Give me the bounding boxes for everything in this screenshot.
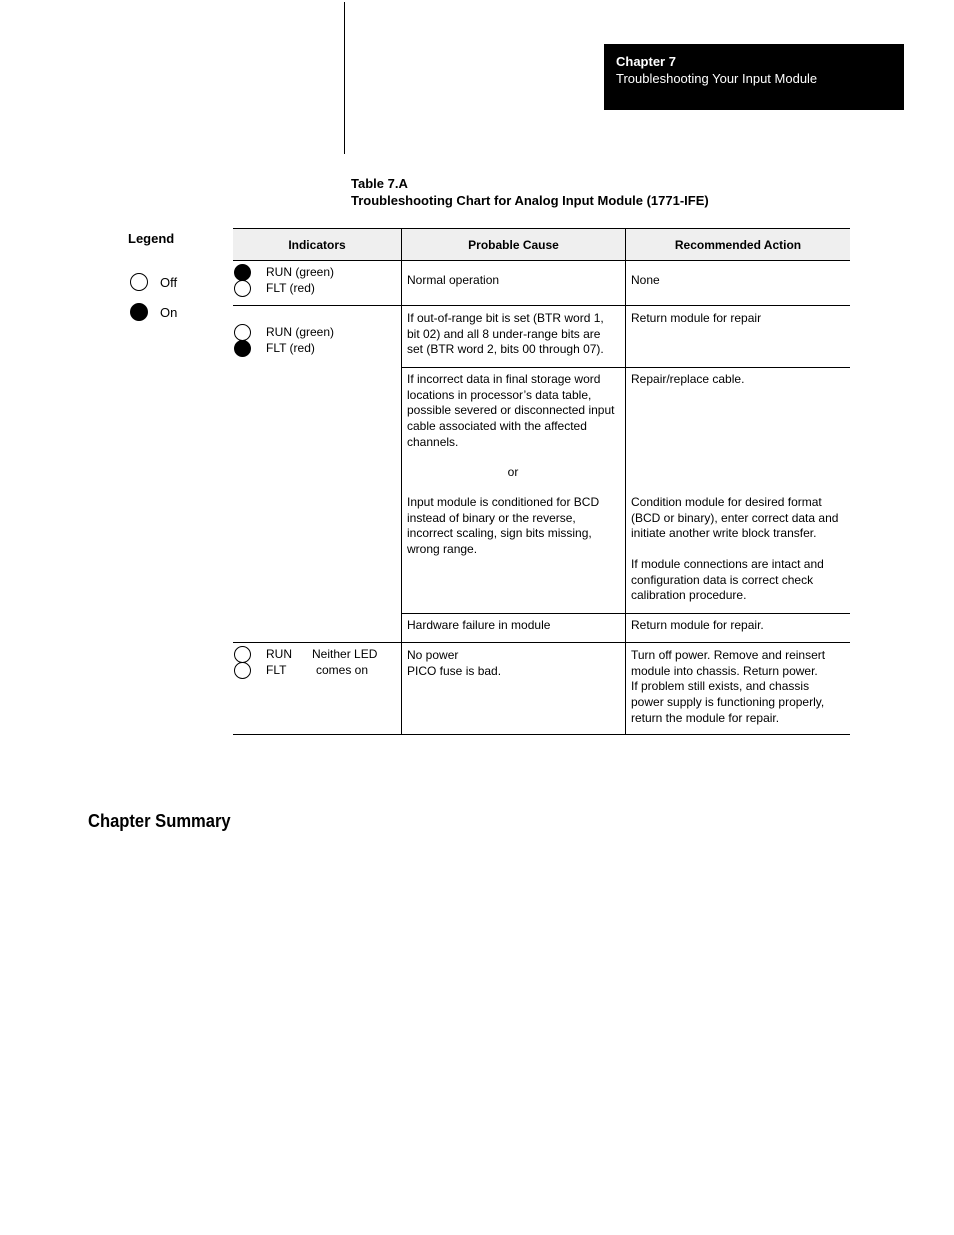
row3-action-b: Condition module for desired format (BCD or binary), enter correct data and initiate another write block transfer. xyxy=(631,495,839,541)
row4-rule xyxy=(233,642,850,643)
table-title: Troubleshooting Chart for Analog Input Module (1771-IFE) xyxy=(351,193,709,208)
table-number: Table 7.A xyxy=(351,176,408,191)
header-rule xyxy=(233,260,850,261)
legend-off-label: Off xyxy=(160,274,178,290)
row5-cause-1: No power xyxy=(407,648,459,662)
led-on-icon xyxy=(130,303,148,321)
row1-indicators xyxy=(234,264,334,296)
margin-rule xyxy=(344,2,345,154)
run-label: RUN (green) xyxy=(266,325,335,339)
neither-led-label: Neither LED xyxy=(312,647,378,661)
row5-indicators xyxy=(234,646,377,678)
row5-action-1: Turn off power. Remove and reinsert module into chassis. Return power. xyxy=(631,648,826,678)
row5-action xyxy=(631,648,843,727)
table-caption xyxy=(351,175,709,209)
column-rule-2 xyxy=(625,228,626,735)
table-bottom-rule xyxy=(233,734,850,735)
row2-cause: If out-of-range bit is set (BTR word 1, bit 02) and all 8 under-range bits are set (BTR word 2, bits 00 through 07). xyxy=(407,311,604,357)
row3-cause-b: Input module is conditioned for BCD instead of binary or the reverse, incorrect scaling, sign bits missing, wrong range. xyxy=(407,495,600,557)
flt-label: FLT xyxy=(266,663,287,677)
led-off-icon xyxy=(130,273,148,291)
column-rule-1 xyxy=(401,228,402,735)
row3-rule xyxy=(402,613,850,614)
row4-action: Return module for repair. xyxy=(631,618,764,632)
header-indicators: Indicators xyxy=(233,229,401,261)
flt-led-off-icon xyxy=(234,662,251,679)
flt-label: FLT (red) xyxy=(266,281,315,295)
row1-action: None xyxy=(631,273,660,287)
run-led-on-icon xyxy=(234,264,251,281)
flt-led-off-icon xyxy=(234,280,251,297)
header-recommended-action: Recommended Action xyxy=(626,229,850,261)
row4-cause: Hardware failure in module xyxy=(407,618,551,632)
header-probable-cause: Probable Cause xyxy=(402,229,625,261)
row3-or: or xyxy=(507,465,519,479)
row5-cause xyxy=(407,648,619,679)
row2-action: Return module for repair xyxy=(631,311,762,325)
chapter-title: Troubleshooting Your Input Module xyxy=(616,71,818,86)
legend-on-label: On xyxy=(160,304,178,320)
run-label: RUN xyxy=(266,647,292,661)
row3-action-a: Repair/replace cable. xyxy=(631,372,745,386)
row5-cause-2: PICO fuse is bad. xyxy=(407,663,502,678)
section-title: Chapter Summary xyxy=(88,811,231,831)
flt-label: FLT (red) xyxy=(266,341,315,355)
chapter-header xyxy=(604,44,904,110)
row2-indicators xyxy=(234,324,334,356)
run-led-off-icon xyxy=(234,646,251,663)
row1-cause: Normal operation xyxy=(407,273,500,287)
legend-off xyxy=(130,272,177,292)
row5-action-2: If problem still exists, and chassis power supply is functioning properly, return the module for repair. xyxy=(631,679,825,725)
row1-rule xyxy=(233,305,850,306)
row2-rule xyxy=(402,367,850,368)
chapter-number: Chapter 7 xyxy=(616,54,676,69)
run-led-off-icon xyxy=(234,324,251,341)
run-label: RUN (green) xyxy=(266,265,335,279)
table-top-rule xyxy=(233,228,850,229)
row3-cause-a: If incorrect data in final storage word locations in processor’s data table, possible severed or disconnected input cable associated with the affected channels. xyxy=(407,372,615,449)
row3-action-c: If module connections are intact and configuration data is correct check calibration procedure. xyxy=(631,557,824,603)
flt-led-on-icon xyxy=(234,340,251,357)
comes-on-label: comes on xyxy=(316,663,369,677)
legend-title: Legend xyxy=(128,231,175,246)
legend-on xyxy=(130,302,177,322)
